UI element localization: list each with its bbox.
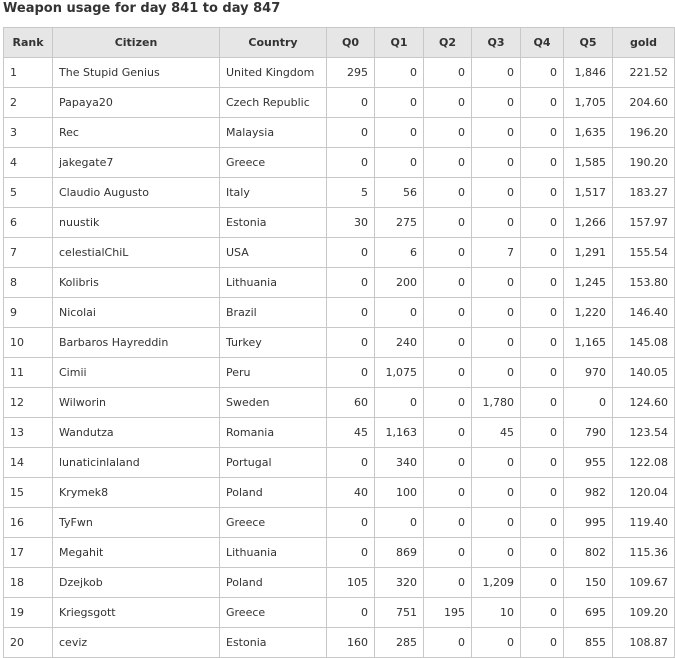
country-cell: USA: [220, 238, 327, 268]
q4-cell: 0: [521, 208, 564, 238]
q1-cell: 6: [375, 238, 424, 268]
gold-cell: 109.20: [613, 598, 675, 628]
q4-cell: 0: [521, 508, 564, 538]
q2-cell: 0: [424, 538, 472, 568]
q3-cell: 0: [472, 118, 521, 148]
rank-cell: 20: [4, 628, 53, 658]
q0-cell: 295: [327, 58, 375, 88]
q5-cell: 802: [564, 538, 613, 568]
q0-cell: 30: [327, 208, 375, 238]
rank-cell: 18: [4, 568, 53, 598]
citizen-link[interactable]: Rec: [53, 118, 220, 148]
q4-cell: 0: [521, 88, 564, 118]
country-cell: Lithuania: [220, 538, 327, 568]
q1-cell: 275: [375, 208, 424, 238]
column-header-q0[interactable]: Q0: [327, 28, 375, 58]
gold-cell: 190.20: [613, 148, 675, 178]
q1-cell: 240: [375, 328, 424, 358]
q2-cell: 0: [424, 148, 472, 178]
rank-cell: 14: [4, 448, 53, 478]
citizen-link[interactable]: Claudio Augusto: [53, 178, 220, 208]
q1-cell: 1,163: [375, 418, 424, 448]
q2-cell: 0: [424, 58, 472, 88]
q5-cell: 1,245: [564, 268, 613, 298]
country-cell: Malaysia: [220, 118, 327, 148]
q3-cell: 10: [472, 598, 521, 628]
table-row: [4, 418, 675, 448]
q2-cell: 0: [424, 88, 472, 118]
q5-cell: 1,635: [564, 118, 613, 148]
table-row: [4, 238, 675, 268]
q0-cell: 0: [327, 508, 375, 538]
q2-cell: 0: [424, 268, 472, 298]
gold-cell: 204.60: [613, 88, 675, 118]
table-row: [4, 508, 675, 538]
rank-cell: 16: [4, 508, 53, 538]
gold-cell: 221.52: [613, 58, 675, 88]
q1-cell: 56: [375, 178, 424, 208]
q5-cell: 982: [564, 478, 613, 508]
citizen-link[interactable]: ceviz: [53, 628, 220, 658]
q2-cell: 0: [424, 328, 472, 358]
table-row: [4, 88, 675, 118]
q5-cell: 1,585: [564, 148, 613, 178]
q4-cell: 0: [521, 598, 564, 628]
country-cell: Estonia: [220, 628, 327, 658]
q3-cell: 0: [472, 88, 521, 118]
q3-cell: 0: [472, 628, 521, 658]
q1-cell: 751: [375, 598, 424, 628]
citizen-link[interactable]: Papaya20: [53, 88, 220, 118]
rank-cell: 8: [4, 268, 53, 298]
q5-cell: 1,705: [564, 88, 613, 118]
country-cell: Czech Republic: [220, 88, 327, 118]
table-row: [4, 118, 675, 148]
q1-cell: 320: [375, 568, 424, 598]
citizen-link[interactable]: Dzejkob: [53, 568, 220, 598]
table-row: [4, 568, 675, 598]
citizen-link[interactable]: Kriegsgott: [53, 598, 220, 628]
rank-cell: 5: [4, 178, 53, 208]
gold-cell: 140.05: [613, 358, 675, 388]
q5-cell: 855: [564, 628, 613, 658]
column-header-q2[interactable]: Q2: [424, 28, 472, 58]
q0-cell: 105: [327, 568, 375, 598]
country-cell: Peru: [220, 358, 327, 388]
q3-cell: 0: [472, 148, 521, 178]
country-cell: Greece: [220, 598, 327, 628]
gold-cell: 120.04: [613, 478, 675, 508]
q0-cell: 0: [327, 448, 375, 478]
q3-cell: 1,209: [472, 568, 521, 598]
rank-cell: 6: [4, 208, 53, 238]
gold-cell: 183.27: [613, 178, 675, 208]
country-cell: Poland: [220, 478, 327, 508]
weapon-usage-table: [3, 27, 675, 658]
q4-cell: 0: [521, 448, 564, 478]
table-row: [4, 448, 675, 478]
table-row: [4, 268, 675, 298]
q4-cell: 0: [521, 58, 564, 88]
q4-cell: 0: [521, 238, 564, 268]
q5-cell: 1,266: [564, 208, 613, 238]
q0-cell: 0: [327, 298, 375, 328]
q3-cell: 0: [472, 268, 521, 298]
q1-cell: 100: [375, 478, 424, 508]
citizen-link[interactable]: jakegate7: [53, 148, 220, 178]
column-header-q4[interactable]: Q4: [521, 28, 564, 58]
q5-cell: 955: [564, 448, 613, 478]
gold-cell: 124.60: [613, 388, 675, 418]
q1-cell: 869: [375, 538, 424, 568]
q1-cell: 0: [375, 58, 424, 88]
q1-cell: 0: [375, 148, 424, 178]
rank-cell: 12: [4, 388, 53, 418]
country-cell: Poland: [220, 568, 327, 598]
column-header-q5[interactable]: Q5: [564, 28, 613, 58]
q2-cell: 0: [424, 418, 472, 448]
q3-cell: 0: [472, 538, 521, 568]
q2-cell: 0: [424, 628, 472, 658]
q3-cell: 45: [472, 418, 521, 448]
gold-cell: 108.87: [613, 628, 675, 658]
rank-cell: 11: [4, 358, 53, 388]
q3-cell: 0: [472, 298, 521, 328]
citizen-link[interactable]: Wilworin: [53, 388, 220, 418]
q2-cell: 195: [424, 598, 472, 628]
citizen-link[interactable]: lunaticinlaland: [53, 448, 220, 478]
rank-cell: 9: [4, 298, 53, 328]
country-cell: Brazil: [220, 298, 327, 328]
q1-cell: 0: [375, 388, 424, 418]
q0-cell: 0: [327, 88, 375, 118]
q0-cell: 0: [327, 538, 375, 568]
q5-cell: 1,291: [564, 238, 613, 268]
q3-cell: 7: [472, 238, 521, 268]
q2-cell: 0: [424, 478, 472, 508]
gold-cell: 196.20: [613, 118, 675, 148]
citizen-link[interactable]: The Stupid Genius: [53, 58, 220, 88]
q0-cell: 0: [327, 328, 375, 358]
country-cell: Greece: [220, 148, 327, 178]
rank-cell: 13: [4, 418, 53, 448]
q4-cell: 0: [521, 538, 564, 568]
q0-cell: 0: [327, 358, 375, 388]
column-header-country[interactable]: Country: [220, 28, 327, 58]
citizen-link[interactable]: nuustik: [53, 208, 220, 238]
citizen-link[interactable]: Wandutza: [53, 418, 220, 448]
q3-cell: 0: [472, 328, 521, 358]
q3-cell: 0: [472, 508, 521, 538]
citizen-link[interactable]: TyFwn: [53, 508, 220, 538]
q2-cell: 0: [424, 298, 472, 328]
country-cell: Estonia: [220, 208, 327, 238]
q5-cell: 1,220: [564, 298, 613, 328]
rank-cell: 4: [4, 148, 53, 178]
q5-cell: 695: [564, 598, 613, 628]
q0-cell: 0: [327, 118, 375, 148]
q5-cell: 1,846: [564, 58, 613, 88]
country-cell: Sweden: [220, 388, 327, 418]
gold-cell: 157.97: [613, 208, 675, 238]
q1-cell: 200: [375, 268, 424, 298]
q4-cell: 0: [521, 328, 564, 358]
rank-cell: 10: [4, 328, 53, 358]
table-row: [4, 598, 675, 628]
q2-cell: 0: [424, 208, 472, 238]
gold-cell: 155.54: [613, 238, 675, 268]
q0-cell: 60: [327, 388, 375, 418]
q2-cell: 0: [424, 448, 472, 478]
q0-cell: 45: [327, 418, 375, 448]
citizen-link[interactable]: Cimii: [53, 358, 220, 388]
q4-cell: 0: [521, 388, 564, 418]
q4-cell: 0: [521, 178, 564, 208]
rank-cell: 7: [4, 238, 53, 268]
country-cell: Greece: [220, 508, 327, 538]
q5-cell: 1,165: [564, 328, 613, 358]
table-row: [4, 328, 675, 358]
table-row: [4, 208, 675, 238]
q4-cell: 0: [521, 358, 564, 388]
table-body: [4, 58, 675, 658]
q0-cell: 5: [327, 178, 375, 208]
q1-cell: 1,075: [375, 358, 424, 388]
q3-cell: 0: [472, 178, 521, 208]
q2-cell: 0: [424, 238, 472, 268]
table-header-row: [4, 28, 675, 58]
q1-cell: 0: [375, 508, 424, 538]
table-row: [4, 58, 675, 88]
table-row: [4, 298, 675, 328]
gold-cell: 145.08: [613, 328, 675, 358]
rank-cell: 3: [4, 118, 53, 148]
q3-cell: 0: [472, 58, 521, 88]
q5-cell: 995: [564, 508, 613, 538]
q4-cell: 0: [521, 628, 564, 658]
column-header-rank[interactable]: Rank: [4, 28, 53, 58]
q0-cell: 0: [327, 598, 375, 628]
column-header-citizen[interactable]: Citizen: [53, 28, 220, 58]
q4-cell: 0: [521, 148, 564, 178]
q4-cell: 0: [521, 298, 564, 328]
q4-cell: 0: [521, 568, 564, 598]
table-row: [4, 388, 675, 418]
citizen-link[interactable]: celestialChiL: [53, 238, 220, 268]
rank-cell: 15: [4, 478, 53, 508]
country-cell: Romania: [220, 418, 327, 448]
rank-cell: 2: [4, 88, 53, 118]
table-row: [4, 478, 675, 508]
q0-cell: 40: [327, 478, 375, 508]
q4-cell: 0: [521, 418, 564, 448]
country-cell: Portugal: [220, 448, 327, 478]
q2-cell: 0: [424, 358, 472, 388]
column-header-q1[interactable]: Q1: [375, 28, 424, 58]
q1-cell: 285: [375, 628, 424, 658]
q5-cell: 790: [564, 418, 613, 448]
q3-cell: 0: [472, 448, 521, 478]
column-header-q3[interactable]: Q3: [472, 28, 521, 58]
q0-cell: 0: [327, 268, 375, 298]
q2-cell: 0: [424, 508, 472, 538]
q3-cell: 0: [472, 358, 521, 388]
gold-cell: 122.08: [613, 448, 675, 478]
q3-cell: 1,780: [472, 388, 521, 418]
citizen-link[interactable]: Kolibris: [53, 268, 220, 298]
country-cell: Turkey: [220, 328, 327, 358]
rank-cell: 19: [4, 598, 53, 628]
country-cell: Italy: [220, 178, 327, 208]
q5-cell: 0: [564, 388, 613, 418]
q0-cell: 0: [327, 148, 375, 178]
q3-cell: 0: [472, 208, 521, 238]
q1-cell: 0: [375, 88, 424, 118]
citizen-link[interactable]: Nicolai: [53, 298, 220, 328]
country-cell: United Kingdom: [220, 58, 327, 88]
table-row: [4, 538, 675, 568]
gold-cell: 119.40: [613, 508, 675, 538]
q1-cell: 340: [375, 448, 424, 478]
citizen-link[interactable]: Krymek8: [53, 478, 220, 508]
citizen-link[interactable]: Megahit: [53, 538, 220, 568]
gold-cell: 115.36: [613, 538, 675, 568]
country-cell: Lithuania: [220, 268, 327, 298]
citizen-link[interactable]: Barbaros Hayreddin: [53, 328, 220, 358]
q3-cell: 0: [472, 478, 521, 508]
q5-cell: 970: [564, 358, 613, 388]
gold-cell: 153.80: [613, 268, 675, 298]
table-row: [4, 178, 675, 208]
q1-cell: 0: [375, 118, 424, 148]
q0-cell: 0: [327, 238, 375, 268]
table-row: [4, 358, 675, 388]
table-row: [4, 628, 675, 658]
q5-cell: 1,517: [564, 178, 613, 208]
gold-cell: 109.67: [613, 568, 675, 598]
q4-cell: 0: [521, 478, 564, 508]
q2-cell: 0: [424, 388, 472, 418]
rank-cell: 17: [4, 538, 53, 568]
q1-cell: 0: [375, 298, 424, 328]
q4-cell: 0: [521, 118, 564, 148]
q2-cell: 0: [424, 118, 472, 148]
gold-cell: 146.40: [613, 298, 675, 328]
table-row: [4, 148, 675, 178]
q0-cell: 160: [327, 628, 375, 658]
column-header-gold[interactable]: gold: [613, 28, 675, 58]
q2-cell: 0: [424, 178, 472, 208]
q5-cell: 150: [564, 568, 613, 598]
rank-cell: 1: [4, 58, 53, 88]
gold-cell: 123.54: [613, 418, 675, 448]
page-title: Weapon usage for day 841 to day 847: [3, 1, 281, 16]
q2-cell: 0: [424, 568, 472, 598]
q4-cell: 0: [521, 268, 564, 298]
